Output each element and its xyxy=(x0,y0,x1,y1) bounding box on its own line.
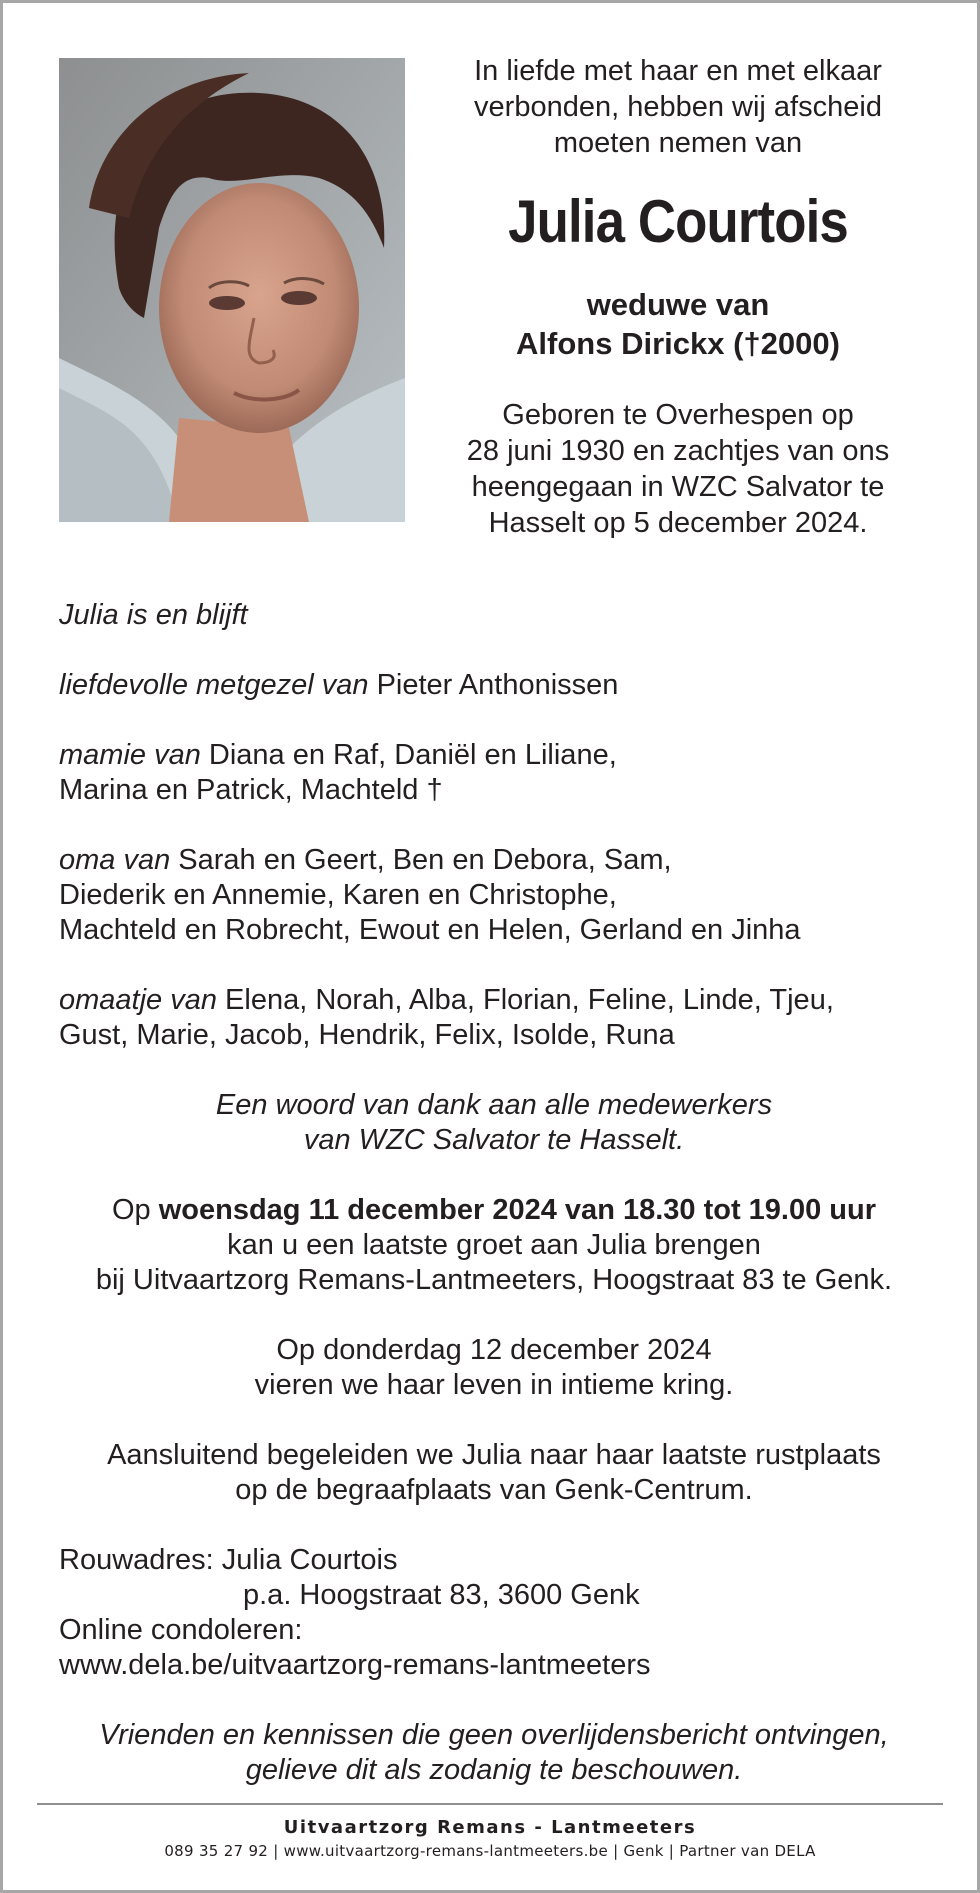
widow-of xyxy=(443,285,913,363)
family-opening: Julia is en blijft xyxy=(59,599,248,631)
omaatje-label: omaatje van xyxy=(59,984,217,1016)
intro-lead xyxy=(443,53,913,161)
mamie-names: Marina en Patrick, Machteld † xyxy=(59,774,443,806)
omaatje-names: Elena, Norah, Alba, Florian, Feline, Linde, Tjeu, xyxy=(217,984,834,1016)
omaatje-names: Gust, Marie, Jacob, Hendrik, Felix, Isolde, Runa xyxy=(59,1019,675,1051)
footer-divider xyxy=(37,1803,943,1805)
birth-line: 28 juni 1930 en zachtjes van ons xyxy=(466,435,890,467)
online-condolence-link[interactable]: www.dela.be/uitvaartzorg-remans-lantmeeters xyxy=(59,1649,651,1681)
address-label: Rouwadres: Julia Courtois xyxy=(59,1544,398,1576)
ceremony-info xyxy=(59,1333,929,1403)
burial-line: op de begraafplaats van Genk-Centrum. xyxy=(235,1474,753,1506)
online-condolence-label: Online condoleren: xyxy=(59,1614,303,1646)
intro-block xyxy=(443,53,913,541)
visitation-info xyxy=(59,1193,929,1298)
visitation-datetime: woensdag 11 december 2024 van 18.30 tot 19.00 uur xyxy=(158,1194,877,1226)
oma-label: oma van xyxy=(59,844,171,876)
thanks-note xyxy=(59,1088,929,1158)
partner-names: Pieter Anthonissen xyxy=(368,669,619,701)
mamie-block xyxy=(59,738,929,808)
burial-line: Aansluitend begeleiden we Julia naar haar laatste rustplaats xyxy=(107,1439,881,1471)
address-line: p.a. Hoogstraat 83, 3600 Genk xyxy=(243,1579,640,1611)
birth-line: Hasselt op 5 december 2024. xyxy=(488,507,868,539)
thanks-line: Een woord van dank aan alle medewerkers xyxy=(215,1089,773,1121)
contact-info xyxy=(59,1543,929,1683)
ceremony-line: Op donderdag 12 december 2024 xyxy=(276,1334,712,1366)
intro-lead-line: verbonden, hebben wij afscheid xyxy=(474,91,882,123)
burial-info xyxy=(59,1438,929,1508)
closing-line: Vrienden en kennissen die geen overlijdensbericht ontvingen, xyxy=(99,1719,889,1751)
mamie-names: Diana en Raf, Daniël en Liliane, xyxy=(200,739,617,771)
birth-line: Geboren te Overhespen op xyxy=(502,399,854,431)
omaatje-block xyxy=(59,983,929,1053)
visitation-line: kan u een laatste groet aan Julia brengen xyxy=(227,1229,761,1261)
oma-names: Diederik en Annemie, Karen en Christophe, xyxy=(59,879,617,911)
widow-label: weduwe van xyxy=(586,287,770,322)
partner-label: liefdevolle metgezel van xyxy=(59,669,369,701)
mamie-label: mamie van xyxy=(59,739,201,771)
obituary-body xyxy=(59,598,929,1788)
visitation-prefix: Op xyxy=(111,1194,159,1226)
funeral-home-contact: 089 35 27 92 | www.uitvaartzorg-remans-lantmeeters.be | Genk | Partner van DELA xyxy=(164,1842,816,1860)
oma-block xyxy=(59,843,929,948)
oma-names: Sarah en Geert, Ben en Debora, Sam, xyxy=(170,844,672,876)
closing-note xyxy=(59,1718,929,1788)
visitation-location: bij Uitvaartzorg Remans-Lantmeeters, Hoogstraat 83 te Genk. xyxy=(95,1264,893,1296)
thanks-line: van WZC Salvator te Hasselt. xyxy=(303,1124,685,1156)
spouse-name: Alfons Dirickx (†2000) xyxy=(516,326,840,361)
intro-lead-line: In liefde met haar en met elkaar xyxy=(474,55,882,87)
footer xyxy=(3,1816,977,1862)
closing-line: gelieve dit als zodanig te beschouwen. xyxy=(245,1754,743,1786)
funeral-home-name: Uitvaartzorg Remans - Lantmeeters xyxy=(283,1817,697,1838)
deceased-name: Julia Courtois xyxy=(508,188,848,255)
birth-line: heengegaan in WZC Salvator te xyxy=(471,471,885,503)
birth-death-info xyxy=(443,397,913,541)
ceremony-line: vieren we haar leven in intieme kring. xyxy=(254,1369,734,1401)
portrait-photo xyxy=(59,58,405,522)
oma-names: Machteld en Robrecht, Ewout en Helen, Gerland en Jinha xyxy=(59,914,801,946)
partner-line xyxy=(59,668,929,703)
intro-lead-line: moeten nemen van xyxy=(553,127,803,159)
portrait-image xyxy=(59,58,405,522)
